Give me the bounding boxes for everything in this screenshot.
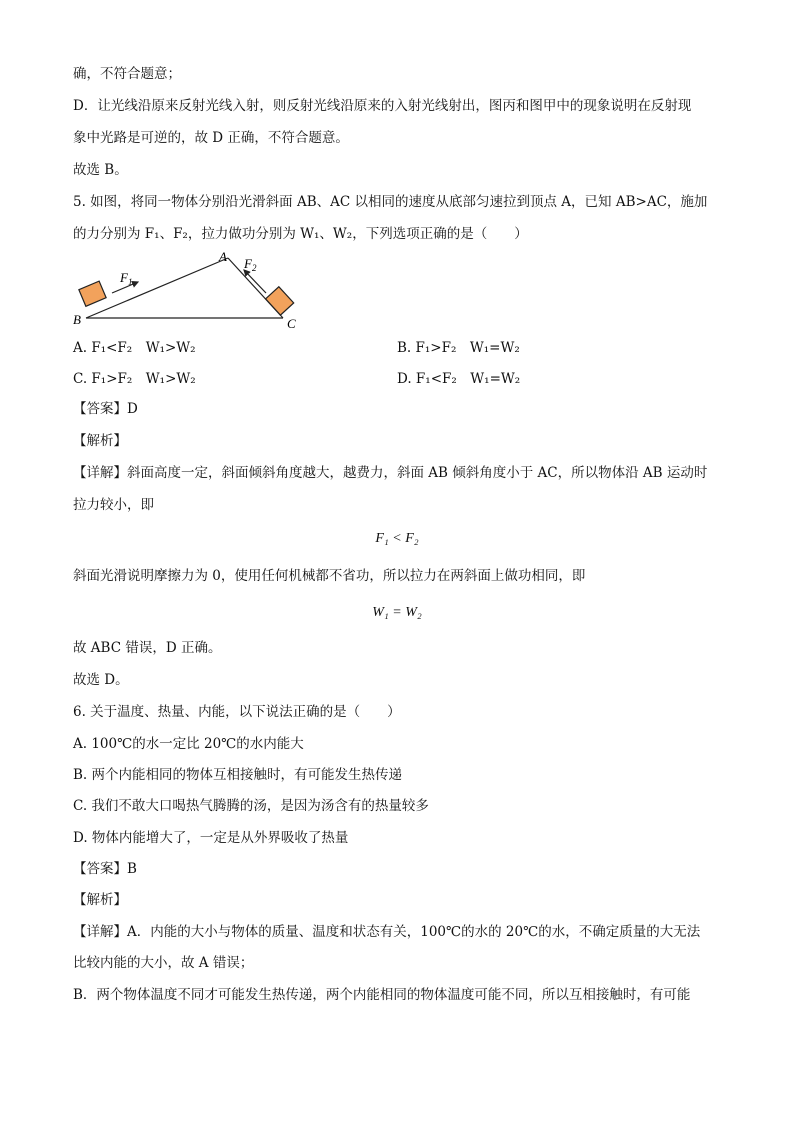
question-5-text: 的力分别为 F₁、F₂，拉力做功分别为 W₁、W₂，下列选项正确的是（ ）: [73, 226, 528, 242]
label-c: C: [287, 316, 296, 331]
q6-detail: 比较内能的大小，故 A 错误；: [73, 955, 254, 971]
incline-ab: [86, 258, 228, 318]
text-line: 确，不符合题意；: [73, 66, 181, 82]
q6-option-a: A. 100℃的水一定比 20℃的水内能大: [73, 736, 304, 752]
force-f2-arrow: [244, 270, 266, 293]
incline-figure: [70, 248, 310, 334]
q6-option-c: C. 我们不敢大口喝热气腾腾的汤，是因为汤含有的热量较多: [73, 798, 429, 814]
question-6-text: 6. 关于温度、热量、内能，以下说法正确的是（ ）: [73, 704, 401, 720]
q6-detail: 【详解】A．内能的大小与物体的质量、温度和状态有关，100℃的水的 20℃的水，不确定质量的大无法: [73, 924, 701, 940]
q5-detail: 故选 D。: [73, 672, 129, 688]
q5-detail: 拉力较小，即: [73, 497, 154, 513]
label-f1: $F_1$: [120, 270, 133, 287]
q5-equation-force: F₁ < F₂: [375, 531, 419, 546]
block-on-ab: [79, 281, 106, 306]
q5-equation-work: W₁ = W₂: [372, 605, 422, 620]
question-5-text: 5. 如图，将同一物体分别沿光滑斜面 AB、AC 以相同的速度从底部匀速拉到顶点 A，已知 AB>AC，施加: [73, 194, 708, 210]
label-b: B: [73, 312, 81, 327]
q5-answer: 【答案】D: [73, 401, 138, 417]
q5-option-d: D. F₁<F₂ W₁=W₂: [397, 371, 521, 387]
text-line: 象中光路是可逆的，故 D 正确，不符合题意。: [73, 130, 349, 146]
q5-analysis-label: 【解析】: [73, 433, 127, 449]
q5-option-c: C. F₁>F₂ W₁>W₂: [73, 371, 196, 387]
q5-detail: 斜面光滑说明摩擦力为 0，使用任何机械都不省功，所以拉力在两斜面上做功相同，即: [73, 568, 586, 584]
text-line: D．让光线沿原来反射光线入射，则反射光线沿原来的入射光线射出，图丙和图甲中的现象说明在反射现: [73, 98, 692, 114]
q6-option-d: D. 物体内能增大了，一定是从外界吸收了热量: [73, 830, 349, 846]
q6-option-b: B. 两个内能相同的物体互相接触时，有可能发生热传递: [73, 767, 403, 783]
label-a: A: [219, 249, 227, 264]
q5-detail: 【详解】斜面高度一定，斜面倾斜角度越大，越费力，斜面 AB 倾斜角度小于 AC，所以物体沿 AB 运动时: [73, 465, 708, 481]
q6-answer: 【答案】B: [73, 861, 137, 877]
label-f2: $F_2$: [244, 256, 257, 273]
q5-detail: 故 ABC 错误，D 正确。: [73, 640, 222, 656]
text-line: 故选 B。: [73, 162, 128, 178]
q6-detail: B．两个物体温度不同才可能发生热传递，两个内能相同的物体温度可能不同，所以互相接触时，有可能: [73, 987, 691, 1003]
q5-option-a: A. F₁<F₂ W₁>W₂: [73, 340, 196, 356]
block-on-ac: [266, 287, 294, 315]
q5-option-b: B. F₁>F₂ W₁=W₂: [397, 340, 520, 356]
q6-analysis-label: 【解析】: [73, 892, 127, 908]
